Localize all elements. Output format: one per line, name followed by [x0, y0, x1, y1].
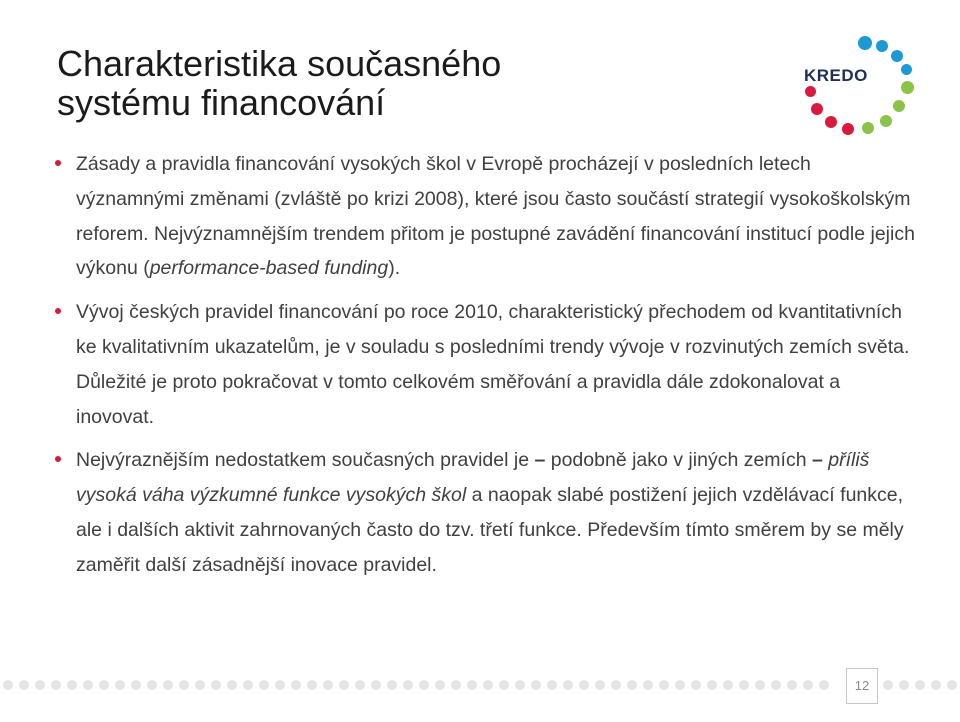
bullet-item-2: [55, 295, 915, 434]
logo-dot: [901, 81, 914, 94]
footer-dot: [947, 680, 957, 690]
footer-dot: [643, 680, 653, 690]
footer-dot: [147, 680, 157, 690]
footer-dot: [675, 680, 685, 690]
footer-dot: [787, 680, 797, 690]
footer-dot: [771, 680, 781, 690]
footer-dot: [307, 680, 317, 690]
footer-dot: [211, 680, 221, 690]
bullet-1-segment-3: performance-based funding: [149, 257, 389, 280]
footer-dot: [595, 680, 605, 690]
kredo-logo: [788, 28, 928, 143]
page-number-box: [846, 668, 878, 704]
footer-dot: [579, 680, 589, 690]
footer-dot: [819, 680, 829, 690]
footer-dot: [371, 680, 381, 690]
footer-dot: [547, 680, 557, 690]
footer-dot: [483, 680, 493, 690]
footer-dot: [419, 680, 429, 690]
footer-dot: [931, 680, 941, 690]
footer-dot: [531, 680, 541, 690]
footer-dot: [291, 680, 301, 690]
footer-dot: [131, 680, 141, 690]
footer-dot: [755, 680, 765, 690]
footer-dot: [499, 680, 509, 690]
footer-dot: [899, 680, 909, 690]
footer-dot: [739, 680, 749, 690]
footer-dot: [563, 680, 573, 690]
logo-dot: [893, 100, 905, 112]
footer-dot: [179, 680, 189, 690]
logo-dot: [825, 116, 837, 128]
bullet-3-segment-4: –: [811, 449, 823, 472]
footer-dot: [115, 680, 125, 690]
bullet-item-1: [55, 147, 915, 286]
footer-dot: [691, 680, 701, 690]
footer-dot: [51, 680, 61, 690]
footer-dot: [659, 680, 669, 690]
logo-dot: [880, 115, 892, 127]
footer-dot: [163, 680, 173, 690]
footer-dot: [707, 680, 717, 690]
footer-dot: [35, 680, 45, 690]
slide-title-line-1: Charakteristika současného: [57, 43, 502, 84]
footer-dot: [67, 680, 77, 690]
footer-dot: [611, 680, 621, 690]
bullet-3-segment-1: Nejvýraznějším nedostatkem současných pravidel je: [76, 449, 535, 472]
logo-dot: [805, 86, 816, 97]
footer-dot: [387, 680, 397, 690]
footer-dot: [915, 680, 925, 690]
logo-dot: [862, 122, 874, 134]
footer-dot: [259, 680, 269, 690]
logo-dot: [901, 64, 912, 75]
footer-dot: [803, 680, 813, 690]
footer-dot: [83, 680, 93, 690]
slide-title-line-2: systému financování: [57, 82, 386, 123]
bullet-list: [55, 147, 915, 592]
bullet-3-segment-6: příliš vysoká váha výzkumné funkce vysokých škol: [76, 449, 870, 507]
footer-dot: [99, 680, 109, 690]
bullet-1-segment-2: Nejvýznamnějším trendem přitom je postupné zavádění financování institucí podle jejich výkonu (: [76, 222, 915, 280]
footer-dot: [435, 680, 445, 690]
bullet-item-3: [55, 443, 915, 582]
footer-dot: [275, 680, 285, 690]
footer-dot: [339, 680, 349, 690]
logo-dot: [858, 36, 872, 50]
logo-dot: [876, 40, 888, 52]
bullet-3-segment-7: a naopak slabé postižení jejich vzdělávací funkce, ale i dalších aktivit zahrnovaných často do tzv. třetí funkce. Především tímto směrem by se měly zaměřit další zásadnější inovace pravidel.: [76, 484, 904, 576]
bullet-3-segment-3: podobně jako v jiných zemích: [545, 449, 812, 472]
kredo-logo-text: KREDO: [804, 66, 868, 85]
footer-dot: [883, 680, 893, 690]
footer-dot: [243, 680, 253, 690]
logo-dot: [842, 123, 854, 135]
footer-dot: [355, 680, 365, 690]
bullet-1-segment-4: ).: [388, 257, 401, 280]
logo-dot: [811, 103, 823, 115]
footer-dot: [19, 680, 29, 690]
footer-dot: [403, 680, 413, 690]
bullet-1-segment-1: Zásady a pravidla financování vysokých škol v Evropě procházejí v posledních letech významnými změnami (zvláště po krizi 2008), které jsou často součástí strategií vysokoškolským reforem.: [76, 153, 911, 245]
footer-dot: [195, 680, 205, 690]
bullet-2-segment-1: Vývoj českých pravidel financování po roce 2010, charakteristický přechodem od kvantitativních ke kvalitativním ukazatelům, je v souladu s posledními trendy vývoje v rozvinutých zemích světa. Důležité je proto pokračovat v tomto celkovém směřování a pravidla dále zdokonalovat a inovovat.: [76, 301, 910, 428]
footer-dot-divider: [0, 679, 960, 691]
slide-title: [57, 44, 757, 122]
bullet-3-segment-2: –: [534, 449, 546, 472]
footer-dot: [627, 680, 637, 690]
footer-dot: [723, 680, 733, 690]
logo-dot: [891, 50, 903, 62]
page-number: 12: [854, 678, 870, 693]
footer-dot: [515, 680, 525, 690]
footer-dot: [467, 680, 477, 690]
footer-dot: [451, 680, 461, 690]
footer-dot: [227, 680, 237, 690]
footer-dot: [323, 680, 333, 690]
footer-dot: [3, 680, 13, 690]
